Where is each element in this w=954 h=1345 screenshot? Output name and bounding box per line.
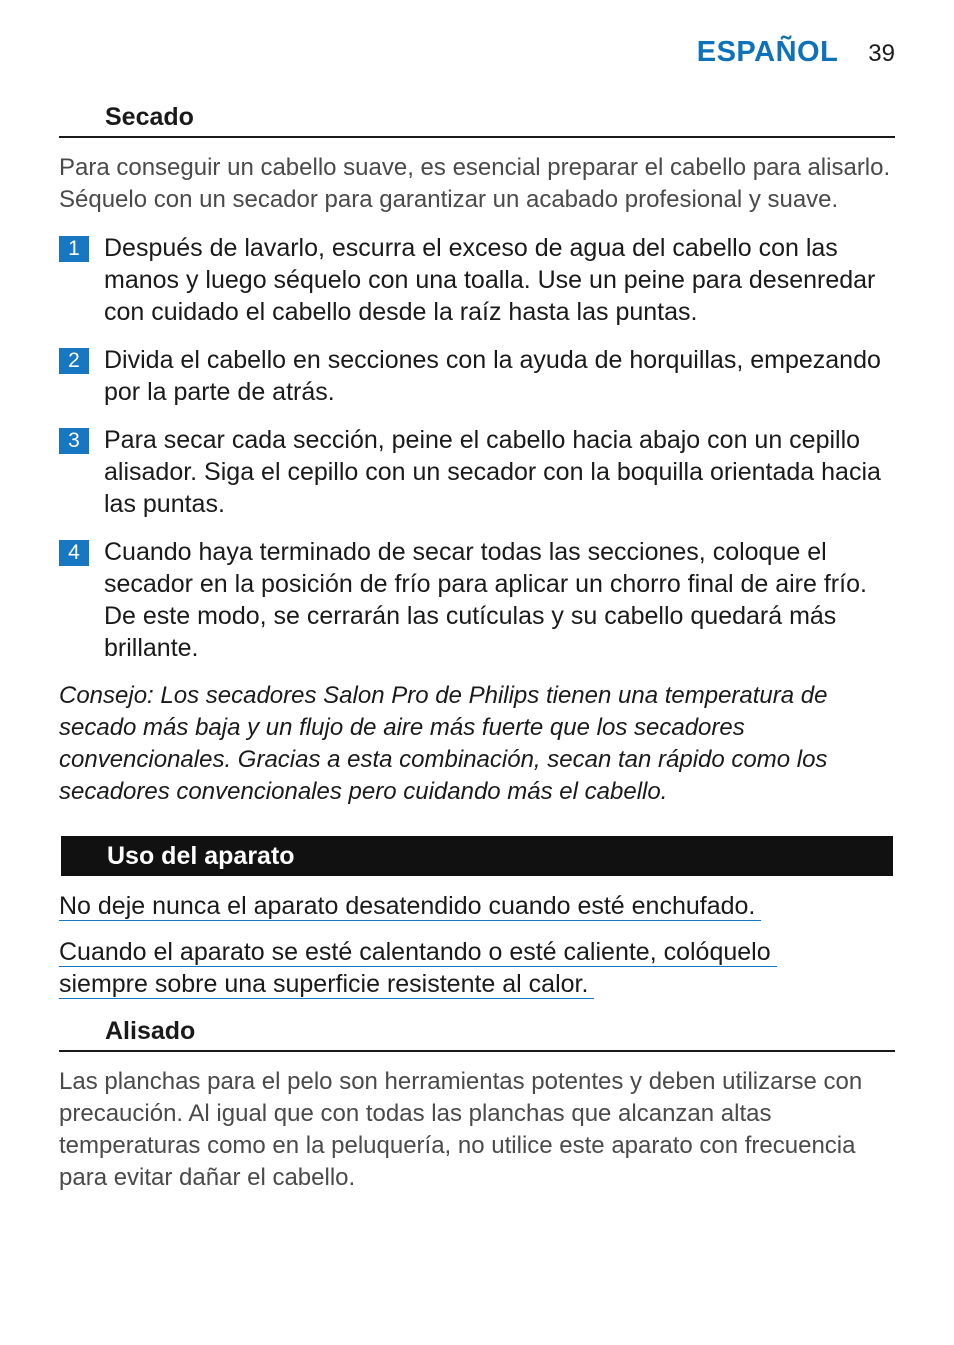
section-heading-uso: Uso del aparato [61, 836, 893, 876]
page-number: 39 [868, 40, 895, 67]
step-text: Divida el cabello en secciones con la ayuda de horquillas, empezando por la parte de atrás. [104, 346, 881, 406]
step-item [59, 536, 895, 664]
alisado-intro: Las planchas para el pelo son herramientas potentes y deben utilizarse con precaución. Al igual que con todas las planchas que alcanzan altas temperaturas como en la peluquería, no utilice este aparato con frecuencia para evitar dañar el cabello. [59, 1068, 863, 1191]
step-number-badge: 4 [59, 540, 89, 566]
step-text: Cuando haya terminado de secar todas las secciones, coloque el secador en la posición de frío para aplicar un chorro final de aire frío. De este modo, se cerrarán las cutículas y su cabello quedará más brillante. [104, 538, 867, 662]
step-item [59, 344, 895, 408]
step-text: Después de lavarlo, escurra el exceso de agua del cabello con las manos y luego séquelo con una toalla. Use un peine para desenredar con cuidado el cabello desde la raíz hasta las puntas. [104, 234, 876, 326]
step-number-badge: 2 [59, 348, 89, 374]
section-heading-alisado: Alisado [59, 1014, 895, 1052]
warning-unattended-text: No deje nunca el aparato desatendido cuando esté enchufado. [59, 892, 761, 921]
step-item [59, 424, 895, 520]
step-text: Para secar cada sección, peine el cabello hacia abajo con un cepillo alisador. Siga el cepillo con un secador con la boquilla orientada hacia las puntas. [104, 426, 881, 518]
step-item [59, 232, 895, 328]
secado-intro: Para conseguir un cabello suave, es esencial preparar el cabello para alisarlo. Séquelo con un secador para garantizar un acabado profesional y suave. [59, 154, 891, 213]
warning-heat-line-1: Cuando el aparato se esté calentando o esté caliente, colóquelo [59, 938, 777, 967]
page-header [697, 36, 895, 69]
warning-heat-line-2: siempre sobre una superficie resistente al calor. [59, 970, 594, 999]
step-number-badge: 3 [59, 428, 89, 454]
page-content [59, 100, 895, 1194]
warning-heat-resistant [59, 936, 895, 1000]
language-label: ESPAÑOL [696, 36, 839, 68]
secado-steps [59, 232, 895, 664]
warning-unattended [59, 890, 895, 922]
tip-note: Consejo: Los secadores Salon Pro de Philips tienen una temperatura de secado más baja y un flujo de aire más fuerte que los secadores convencionales. Gracias a esta combinación, secan tan rápido como los secadores convencionales pero cuidando más el cabello. [59, 682, 828, 805]
section-heading-secado: Secado [59, 100, 895, 138]
step-number-badge: 1 [59, 236, 89, 262]
